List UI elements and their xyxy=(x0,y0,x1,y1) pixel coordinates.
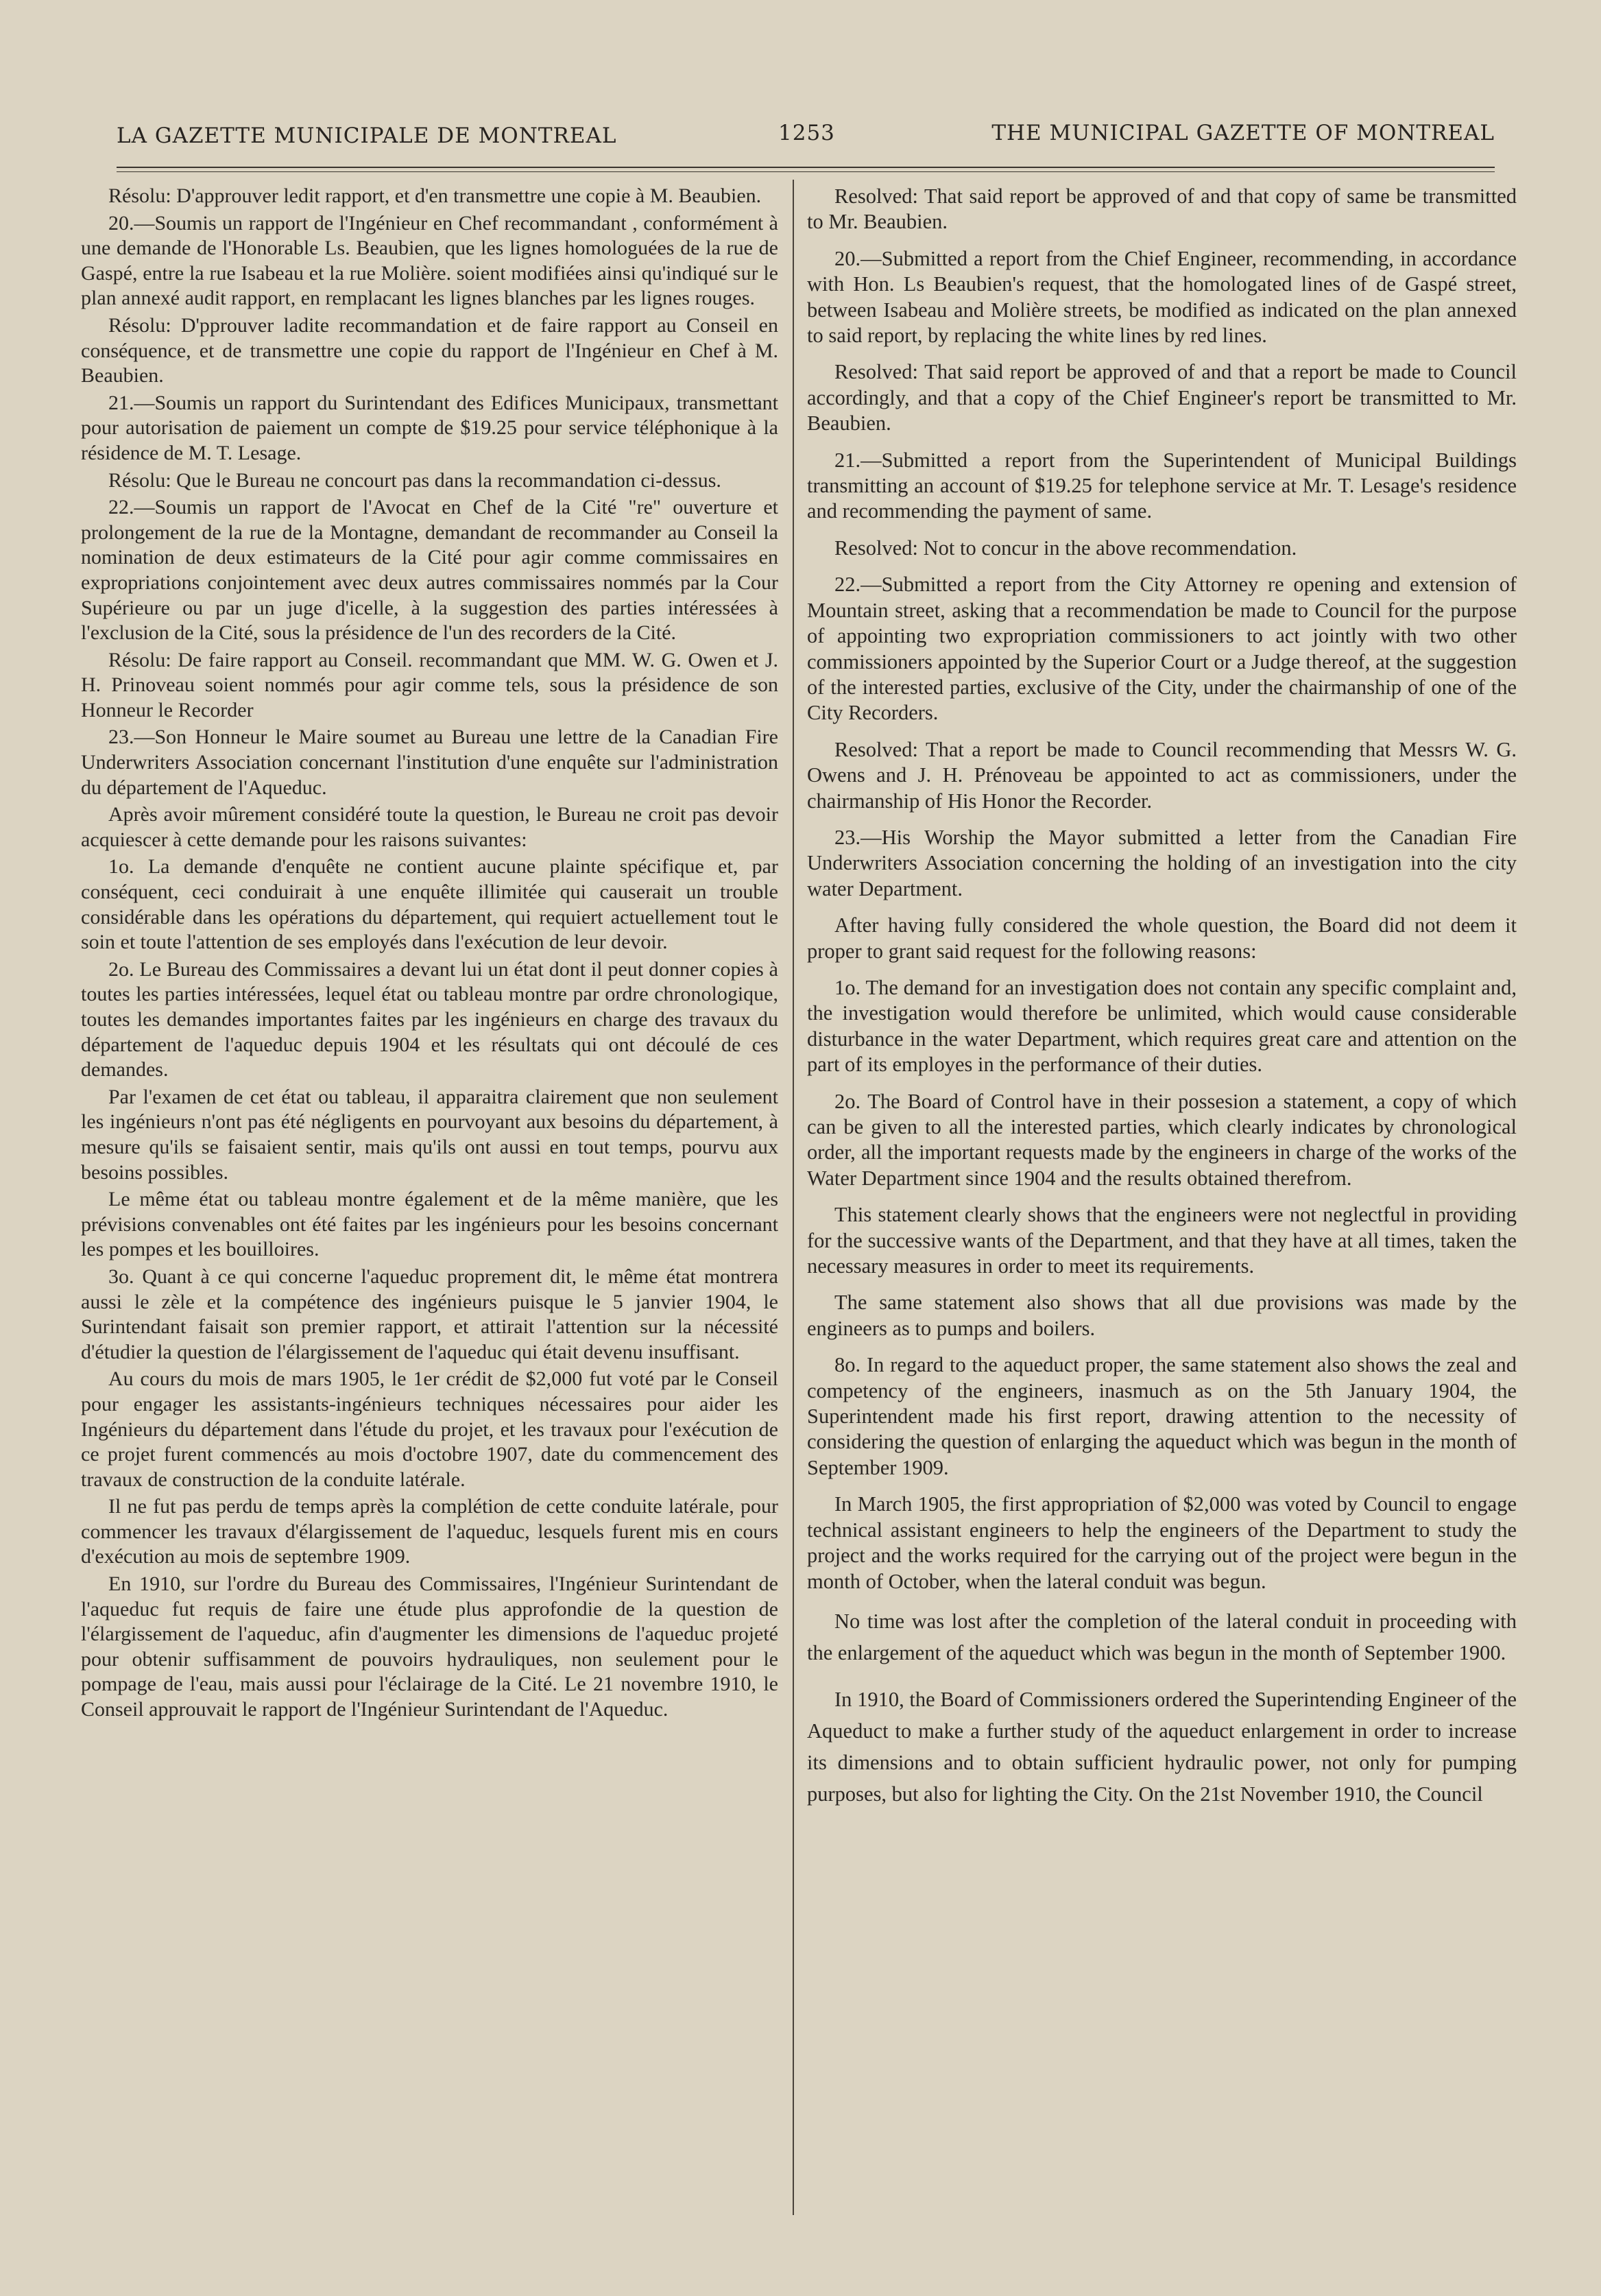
paragraph: 22.—Soumis un rapport de l'Avocat en Chef de la Cité "re" ouverture et prolongement de la rue de la Montagne, demandant de recommander au Conseil la nomination de deux estimateurs de la Cité pour agir comme commissaires en expropriations conjointement avec deux autres commissaires nommés par la Cour Supérieure ou par un juge d'icelle, à la suggestion des parties intéressées à l'exclusion de la Cité, sous la présidence de l'un des recorders de la Cité. xyxy=(81,496,778,645)
paragraph: No time was lost after the completion of the lateral conduit in proceeding with the enlargement of the aqueduct which was begun in the month of September 1900. xyxy=(807,1609,1517,1664)
paragraph: The same statement also shows that all due provisions was made by the engineers as to pumps and boilers. xyxy=(807,1291,1517,1340)
paragraph: Au cours du mois de mars 1905, le 1er crédit de $2,000 fut voté par le Conseil pour engager les assistants-ingénieurs techniques nécessaires pour aider les Ingénieurs du département dans l'étude du projet, et les travaux pour l'exécution de ce projet furent commencés au mois d'octobre 1907, date du commencement des travaux de construction de la conduite latérale. xyxy=(81,1367,778,1491)
paragraph: Résolu: De faire rapport au Conseil. recommandant que MM. W. G. Owen et J. H. Prinoveau soient nommés pour agir comme tels, sous la présidence de son Honneur le Recorder xyxy=(81,648,778,721)
paragraph: 3o. Quant à ce qui concerne l'aqueduc proprement dit, le même état montrera aussi le zèle et la compétence des ingénieurs puisque le 5 janvier 1904, le Surintendant faisait son premier rapport, et attirait l'attention sur la nécessité d'étudier la question de l'élargissement de l'aqueduc qui était devenu insuffisant. xyxy=(81,1265,778,1363)
english-column xyxy=(807,184,1517,1825)
paragraph: 22.—Submitted a report from the City Attorney re opening and extension of Mountain street, asking that a recommendation be made to Council for the purpose of appointing two expropriation commissioners to act jointly with two other commissioners appointed by the Superior Court or a Judge thereof, at the suggestion of the interested parties, exclusive of the City, under the chairmanship of one of the City Recorders. xyxy=(807,573,1517,725)
paragraph: 1o. La demande d'enquête ne contient aucune plainte spécifique et, par conséquent, ceci conduirait à une enquête illimitée qui causerait un trouble considérable dans les opérations du département, qui requiert actuellement tout le soin et toute l'attention de ses employés dans l'exécution de leur devoir. xyxy=(81,855,778,954)
paragraph: 23.—Son Honneur le Maire soumet au Bureau une lettre de la Canadian Fire Underwriters Association concernant l'institution d'une enquête sur l'administration du département de l'Aqueduc. xyxy=(81,726,778,799)
paragraph: 8o. In regard to the aqueduct proper, the same statement also shows the zeal and competency of the engineers, inasmuch as on the 5th January 1904, the Superintendent made his first report, drawing attention to the necessity of considering the question of enlarging the aqueduct which was begun in the month of September 1909. xyxy=(807,1353,1517,1479)
french-column xyxy=(81,184,778,1725)
paragraph: Résolu: D'approuver ledit rapport, et d'en transmettre une copie à M. Beaubien. xyxy=(108,184,762,207)
paragraph: Resolved: Not to concur in the above recommendation. xyxy=(834,536,1297,560)
paragraph: Résolu: D'pprouver ladite recommandation et de faire rapport au Conseil en conséquence, et de transmettre une copie du rapport de l'Ingénieur en Chef à M. Beaubien. xyxy=(81,313,778,387)
header-rule-thin xyxy=(117,171,1495,172)
paragraph: In March 1905, the first appropriation of $2,000 was voted by Council to engage technical assistant engineers to help the engineers of the Department to study the project and the works required for the carrying out of the project were begun in the month of October, when the lateral conduit was begun. xyxy=(807,1492,1517,1593)
paragraph: This statement clearly shows that the engineers were not neglectful in providing for the successive wants of the Department, and that they have at all times, taken the necessary measures in order to meet its requirements. xyxy=(807,1203,1517,1278)
column-divider xyxy=(793,180,794,2215)
header-french-title: LA GAZETTE MUNICIPALE DE MONTREAL xyxy=(117,123,617,148)
paragraph: Il ne fut pas perdu de temps après la complétion de cette conduite latérale, pour commencer les travaux d'élargissement de l'aqueduc, lesquels furent mis en cours d'exécution au mois de septembre 1909. xyxy=(81,1495,778,1568)
paragraph: Le même état ou tableau montre également et de la même manière, que les prévisions convenables ont été faites par les ingénieurs pour les besoins concernant les pompes et les bouilloires. xyxy=(81,1188,778,1261)
paragraph: In 1910, the Board of Commissioners ordered the Superintending Engineer of the Aqueduct to make a further study of the aqueduct enlargement in order to increase its dimensions and to obtain sufficient hydraulic power, not only for pumping purposes, but also for lighting the City. On the 21st November 1910, the Council xyxy=(807,1687,1517,1806)
paragraph: 20.—Soumis un rapport de l'Ingénieur en Chef recommandant , conformément à une demande de l'Honorable Ls. Beaubien, que les lignes homologuées de la rue de Gaspé, entre la rue Isabeau et la rue Molière. soient modifiées ainsi qu'indiqué sur le plan annexé audit rapport, en remplacant les lignes blanches par les lignes rouges. xyxy=(81,211,778,310)
paragraph: 21.—Soumis un rapport du Surintendant des Edifices Municipaux, transmettant pour autorisation de paiement un compte de $19.25 pour service téléphonique à la résidence de M. T. Lesage. xyxy=(81,391,778,464)
paragraph: Resolved: That said report be approved of and that copy of same be transmitted to Mr. Beaubien. xyxy=(807,184,1517,234)
paragraph: 2o. The Board of Control have in their possesion a statement, a copy of which can be given to all the interested parties, which clearly indicates by chronological order, all the important requests made by the engineers in charge of the works of the Water Department since 1904 and the results obtained therefrom. xyxy=(807,1089,1517,1190)
header-english-title: THE MUNICIPAL GAZETTE OF MONTREAL xyxy=(991,121,1495,145)
paragraph: Résolu: Que le Bureau ne concourt pas dans la recommandation ci-dessus. xyxy=(108,468,721,492)
paragraph: Resolved: That said report be approved of and that a report be made to Council accordingly, and that a copy of the Chief Engineer's report be transmitted to Mr. Beaubien. xyxy=(807,360,1517,435)
paragraph: Resolved: That a report be made to Council recommending that Messrs W. G. Owens and J. H. Prénoveau be appointed to act as commissioners, under the chairmanship of His Honor the Recorder. xyxy=(807,737,1517,813)
paragraph: 2o. Le Bureau des Commissaires a devant lui un état dont il peut donner copies à toutes les parties intéressées, lequel état ou tableau montre par ordre chronologique, toutes les demandes importantes faites par les ingénieurs en charge des travaux du département de l'aqueduc depuis 1904 et les résultats qui ont découlé de ces demandes. xyxy=(81,957,778,1081)
paragraph: Par l'examen de cet état ou tableau, il apparaitra clairement que non seulement les ingénieurs n'ont pas été négligents en pourvoyant aux besoins du département, à mesure qu'ils se faisaient sentir, mais qu'ils ont aussi en tout temps, pourvu aux besoins possibles. xyxy=(81,1085,778,1184)
paragraph: 1o. The demand for an investigation does not contain any specific complaint and, the investigation would therefore be unlimited, which would cause considerable disturbance in the water Department, which requires great care and attention on the part of its employes in the performance of their duties. xyxy=(807,975,1517,1077)
paragraph: 20.—Submitted a report from the Chief Engineer, recommending, in accordance with Hon. Ls Beaubien's request, that the homologated lines of de Gaspé street, between Isabeau and Molière streets, be modified as indicated on the plan annexed to said report, by replacing the white lines by red lines. xyxy=(807,246,1517,348)
paragraph: En 1910, sur l'ordre du Bureau des Commissaires, l'Ingénieur Surintendant de l'aqueduc fut requis de faire une étude plus approfondie de la question de l'élargissement de l'aqueduc, afin d'augmenter les dimensions de l'aqueduc projeté pour obtenir suffisamment de pouvoirs hydrauliques, non seulement pour le pompage de l'eau, mais aussi pour l'éclairage de la Cité. Le 21 novembre 1910, le Conseil approuvait le rapport de l'Ingénieur Surintendant de l'Aqueduc. xyxy=(81,1572,778,1721)
paragraph: 21.—Submitted a report from the Superintendent of Municipal Buildings transmitting an account of $19.25 for telephone service at Mr. T. Lesage's residence and recommending the payment of same. xyxy=(807,448,1517,523)
paragraph: Après avoir mûrement considéré toute la question, le Bureau ne croit pas devoir acquiescer à cette demande pour les raisons suivantes: xyxy=(81,803,778,851)
paragraph: 23.—His Worship the Mayor submitted a letter from the Canadian Fire Underwriters Association concerning the holding of an investigation into the city water Department. xyxy=(807,825,1517,900)
page-header xyxy=(117,117,1495,158)
header-rule xyxy=(117,167,1495,168)
page-number: 1253 xyxy=(778,121,835,145)
paragraph: After having fully considered the whole question, the Board did not deem it proper to grant said request for the following reasons: xyxy=(807,913,1517,963)
